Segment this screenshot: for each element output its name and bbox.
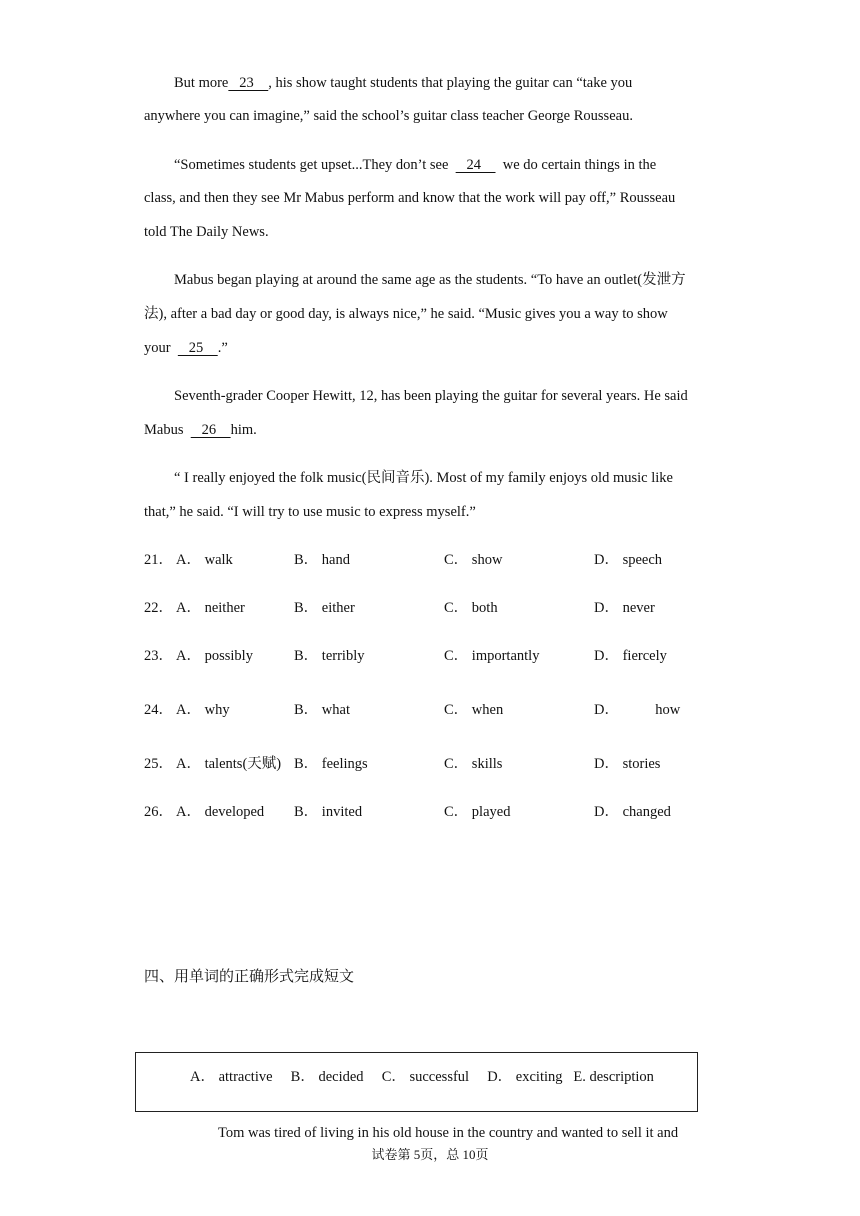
passage-line: Seventh-grader Cooper Hewitt, 12, has been playing the guitar for several years. He said bbox=[174, 388, 688, 404]
passage-line: Mabus began playing at around the same age as the students. “To have an outlet(发泄方 bbox=[174, 272, 686, 288]
option-a[interactable]: A． neither bbox=[176, 600, 245, 616]
word-option: D． exciting bbox=[487, 1069, 563, 1085]
option-d[interactable]: D． changed bbox=[594, 804, 671, 820]
option-b[interactable]: B． what bbox=[294, 702, 350, 718]
option-d[interactable]: D． how bbox=[594, 702, 681, 718]
text: him. bbox=[230, 422, 257, 438]
passage-line: that,” he said. “I will try to use music to express myself.” bbox=[144, 504, 476, 520]
blank-25: 25 bbox=[177, 340, 218, 356]
passage-line: Tom was tired of living in his old house in the country and wanted to sell it and bbox=[218, 1125, 679, 1141]
option-d[interactable]: D． speech bbox=[594, 552, 663, 568]
passage-line: told The Daily News. bbox=[144, 224, 269, 240]
word-option: A． attractive bbox=[190, 1069, 273, 1085]
passage-line: “ I really enjoyed the folk music(民间音乐). Most of my family enjoys old music like bbox=[174, 470, 673, 486]
section-heading: 四、用单词的正确形式完成短文 bbox=[144, 969, 355, 985]
passage-line: anywhere you can imagine,” said the school’s guitar class teacher George Rousseau. bbox=[144, 108, 633, 124]
question-25 bbox=[144, 754, 744, 774]
question-21 bbox=[144, 550, 744, 570]
option-b[interactable]: B． feelings bbox=[294, 756, 368, 772]
word-option: C． successful bbox=[381, 1069, 470, 1085]
text: Mabus bbox=[144, 422, 191, 438]
word-option: B． decided bbox=[290, 1069, 364, 1085]
blank-26: 26 bbox=[190, 422, 231, 438]
text: we do certain things in the bbox=[495, 157, 657, 173]
option-d[interactable]: D． fiercely bbox=[594, 648, 667, 664]
option-b[interactable]: B． either bbox=[294, 600, 355, 616]
option-a[interactable]: A． walk bbox=[176, 552, 233, 568]
blank-24: 24 bbox=[455, 157, 496, 173]
question-number: 22． bbox=[144, 600, 173, 616]
option-b[interactable]: B． invited bbox=[294, 804, 363, 820]
word-option: E. description bbox=[573, 1069, 654, 1085]
passage-line bbox=[174, 73, 632, 93]
question-23 bbox=[144, 646, 744, 666]
word-bank-box bbox=[135, 1052, 698, 1112]
option-c[interactable]: C． show bbox=[444, 552, 503, 568]
passage-line bbox=[174, 155, 656, 175]
option-b[interactable]: B． hand bbox=[294, 552, 350, 568]
question-number: 21． bbox=[144, 552, 173, 568]
option-a[interactable]: A． possibly bbox=[176, 648, 253, 664]
option-c[interactable]: C． importantly bbox=[444, 648, 540, 664]
passage-line bbox=[144, 338, 228, 358]
question-number: 26． bbox=[144, 804, 173, 820]
text: “Sometimes students get upset...They don’t see bbox=[174, 157, 456, 173]
text: your bbox=[144, 340, 178, 356]
question-number: 23． bbox=[144, 648, 173, 664]
option-c[interactable]: C． played bbox=[444, 804, 511, 820]
page-footer: 试卷第 5页，总 10页 bbox=[371, 1147, 489, 1162]
option-c[interactable]: C． when bbox=[444, 702, 504, 718]
question-22 bbox=[144, 598, 744, 618]
word-bank bbox=[190, 1067, 654, 1087]
passage-line: class, and then they see Mr Mabus perform and know that the work will pay off,” Rousseau bbox=[144, 190, 676, 206]
passage-line bbox=[144, 420, 257, 440]
blank-23: 23 bbox=[228, 75, 269, 91]
option-d[interactable]: D． never bbox=[594, 600, 655, 616]
question-24 bbox=[144, 700, 744, 720]
option-a[interactable]: A． why bbox=[176, 702, 230, 718]
question-26 bbox=[144, 802, 744, 822]
option-a[interactable]: A． talents(天赋) bbox=[176, 756, 282, 772]
text: .” bbox=[217, 340, 228, 356]
option-b[interactable]: B． terribly bbox=[294, 648, 365, 664]
option-a[interactable]: A． developed bbox=[176, 804, 265, 820]
question-number: 25． bbox=[144, 756, 173, 772]
question-number: 24． bbox=[144, 702, 173, 718]
passage-line: 法), after a bad day or good day, is always nice,” he said. “Music gives you a way to show bbox=[144, 306, 668, 322]
text: , his show taught students that playing the guitar can “take you bbox=[268, 75, 633, 91]
text: But more bbox=[174, 75, 229, 91]
option-c[interactable]: C． skills bbox=[444, 756, 503, 772]
option-d[interactable]: D． stories bbox=[594, 756, 661, 772]
option-c[interactable]: C． both bbox=[444, 600, 498, 616]
